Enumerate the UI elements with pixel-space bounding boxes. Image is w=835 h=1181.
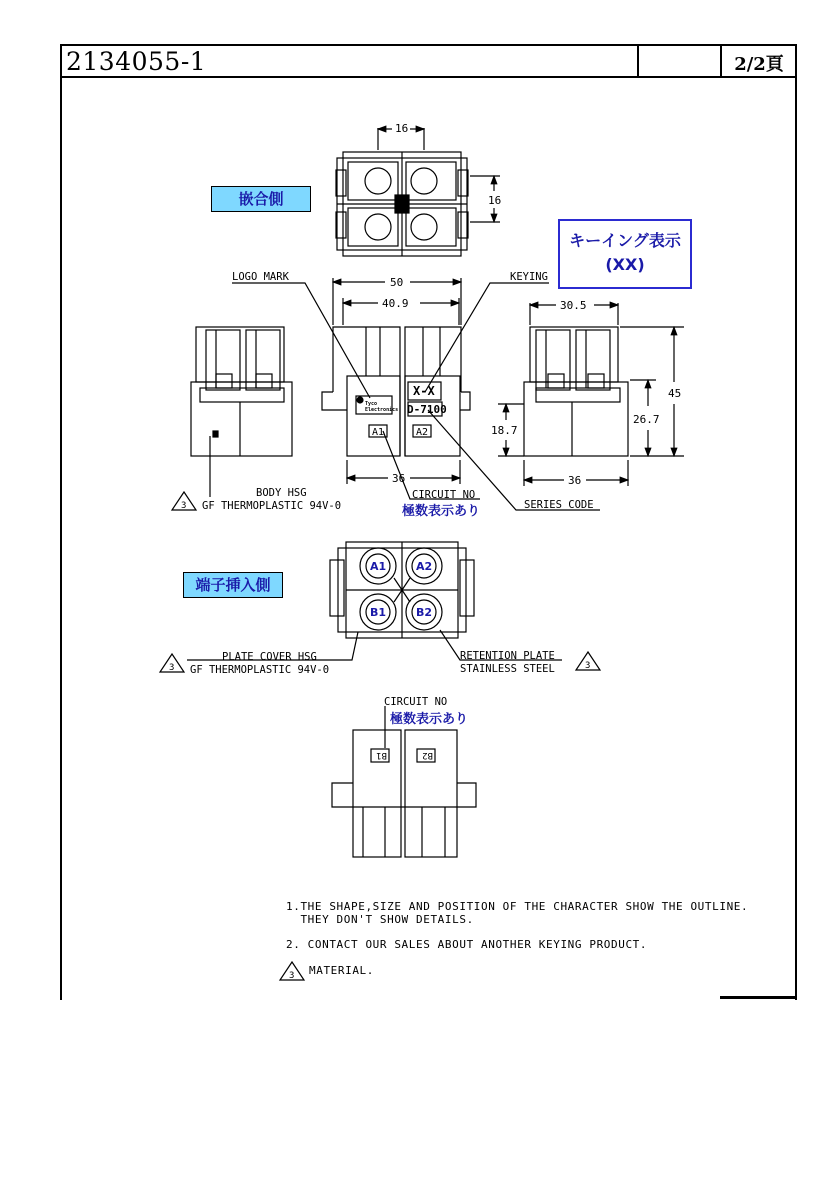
dim-height-low: 18.7 [491, 424, 518, 437]
revision-mark: 3 [585, 661, 591, 671]
label-logo-mark: LOGO MARK [232, 271, 289, 283]
label-keying-mark: X-X [413, 384, 435, 398]
note-3: MATERIAL. [309, 964, 375, 977]
label-circuit-a2: A2 [416, 427, 429, 438]
left-side-view [191, 327, 292, 456]
circuit-label-b1: B1 [370, 606, 387, 619]
dim-height-total: 45 [668, 387, 682, 400]
part-number: 2134055-1 [66, 47, 207, 76]
revision-mark: 3 [169, 663, 175, 673]
label-plate-material: GF THERMOPLASTIC 94V-0 [190, 664, 330, 676]
dim-height-mid: 26.7 [633, 413, 660, 426]
circuit-label-a2: A2 [416, 560, 433, 573]
right-side-view [524, 327, 628, 456]
label-retention-material: STAINLESS STEEL [460, 663, 555, 675]
label-plate-cover: PLATE COVER HSG [222, 651, 317, 663]
label-circuit-no-rear: CIRCUIT NO [384, 696, 448, 708]
dim-base-width: 36 [392, 472, 406, 485]
label-body-hsg: BODY HSG [256, 487, 307, 499]
label-circuit-b2-rear: B2 [422, 750, 433, 760]
polarity-note: 極数表示あり [402, 504, 481, 519]
terminal-insert-side-label: 端子挿入側 [183, 572, 283, 598]
label-logo-text-2: Electronics [365, 407, 399, 413]
label-circuit-no: CIRCUIT NO [412, 489, 476, 501]
mating-side-label: 嵌合側 [211, 186, 311, 212]
mating-face-view [336, 152, 468, 256]
label-body-material: GF THERMOPLASTIC 94V-0 [202, 500, 342, 512]
note-1: 1.THE SHAPE,SIZE AND POSITION OF THE CHARACTER SHOW THE OUTLINE. [286, 900, 749, 913]
label-series-code: SERIES CODE [524, 499, 594, 511]
note-2: 2. CONTACT OUR SALES ABOUT ANOTHER KEYING PRODUCT. [286, 938, 648, 951]
revision-mark: 3 [289, 971, 295, 981]
circuit-label-b2: B2 [416, 606, 433, 619]
terminal-insert-face-view [330, 542, 474, 638]
rear-view [332, 730, 476, 857]
label-keying: KEYING [510, 271, 548, 283]
label-circuit-b1-rear: B1 [376, 750, 387, 760]
dim-overall-width: 50 [390, 276, 404, 289]
label-series-value: D-7100 [407, 403, 447, 416]
front-view [322, 327, 470, 456]
dim-side-base-width: 36 [568, 474, 582, 487]
note-1-cont: THEY DON'T SHOW DETAILS. [286, 913, 474, 926]
dim-top-width: 16 [395, 122, 409, 135]
label-logo-text-1: Tyco [365, 401, 378, 407]
keying-display-code: (XX) [605, 255, 645, 274]
page-number: 2/2頁 [734, 54, 784, 75]
label-retention-plate: RETENTION PLATE [460, 650, 555, 662]
label-circuit-a1: A1 [372, 427, 385, 438]
keying-display-box [558, 219, 692, 289]
circuit-label-a1: A1 [370, 560, 387, 573]
keying-display-title: キーイング表示 [569, 231, 681, 250]
revision-mark: 3 [181, 501, 187, 511]
polarity-note-rear: 極数表示あり [390, 712, 469, 727]
dim-top-height: 16 [488, 194, 502, 207]
dim-inner-width: 40.9 [382, 297, 409, 310]
dim-side-width: 30.5 [560, 299, 587, 312]
